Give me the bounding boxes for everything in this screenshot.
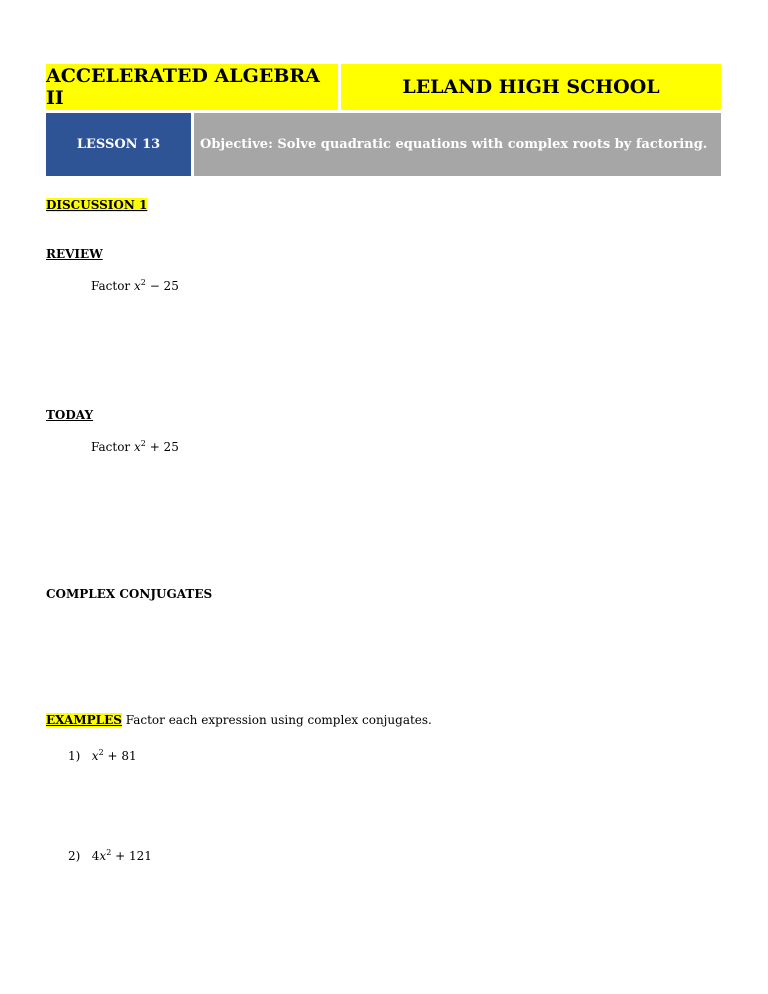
lesson-number-text: LESSON 13 [76,137,161,152]
example-number: 1) [68,749,81,763]
discussion-heading [46,198,147,212]
example-item [68,749,137,763]
example-expression: $x^2 + 81$ [91,748,137,763]
lesson-objective [194,113,721,176]
review-heading: REVIEW [46,247,103,261]
review-problem [91,279,179,293]
today-problem [91,440,179,454]
course-title [46,64,338,110]
discussion-label: DISCUSSION 1 [46,198,148,212]
lesson-objective-text: Objective: Solve quadratic equations with complex roots by factoring. [200,137,708,152]
examples-line [46,713,432,727]
examples-label: EXAMPLES [46,713,122,727]
examples-instruction: Factor each expression using complex conjugates. [121,713,432,727]
example-item [68,849,152,863]
today-expression: $x^2 + 25$ [134,439,179,454]
review-prompt: Factor [91,279,131,293]
school-title-text: LELAND HIGH SCHOOL [402,76,660,98]
school-title [341,64,721,110]
example-expression: $4x^2 + 121$ [91,848,152,863]
example-number: 2) [68,849,81,863]
complex-conjugates-heading: COMPLEX CONJUGATES [46,587,213,601]
course-title-text: ACCELERATED ALGEBRA II [46,65,320,109]
review-expression: $x^2 - 25$ [134,278,179,293]
today-prompt: Factor [91,440,131,454]
lesson-number [46,113,191,176]
today-heading: TODAY [46,408,94,422]
